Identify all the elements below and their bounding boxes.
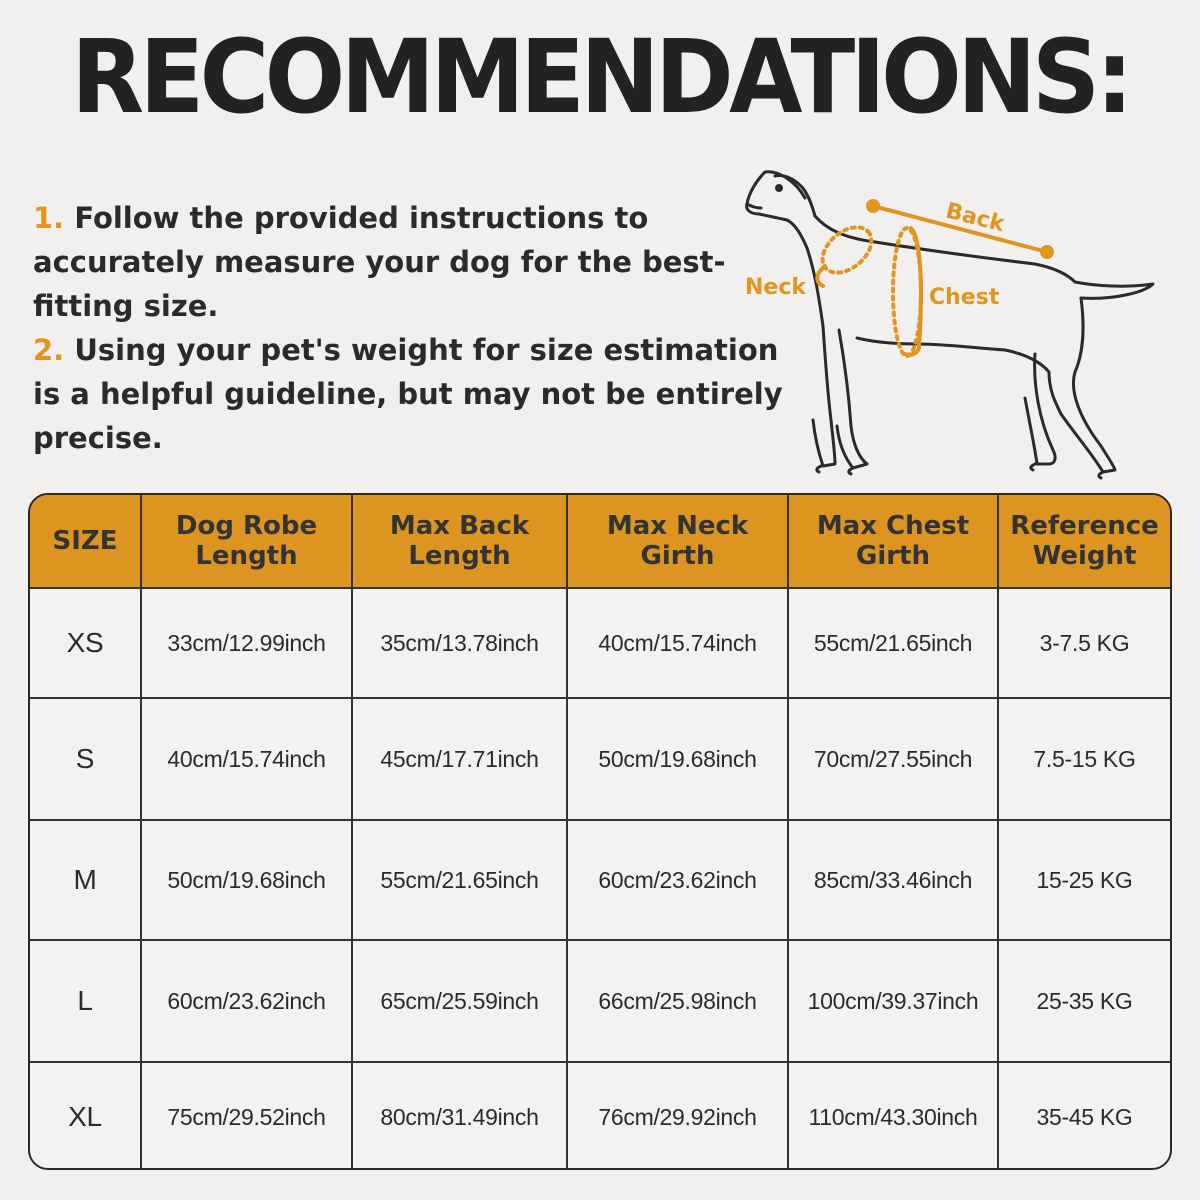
table-row	[30, 1062, 1170, 1170]
table-cell: 100cm/39.37inch	[788, 940, 998, 1062]
table-cell: 15-25 KG	[998, 820, 1170, 940]
header-dog-robe-length: Dog Robe Length	[141, 495, 352, 588]
size-cell: XL	[30, 1062, 141, 1170]
table-cell: 70cm/27.55inch	[788, 698, 998, 820]
table-cell: 45cm/17.71inch	[352, 698, 567, 820]
size-chart	[28, 493, 1172, 1170]
dog-measurement-diagram	[735, 158, 1175, 488]
table-cell: 60cm/23.62inch	[567, 820, 788, 940]
size-cell: L	[30, 940, 141, 1062]
instruction-text: Using your pet's weight for size estimation is a helpful guideline, but may not be entirely precise.	[33, 333, 783, 455]
instruction-number: 1.	[33, 201, 65, 235]
table-header-row	[30, 495, 1170, 588]
table-cell: 110cm/43.30inch	[788, 1062, 998, 1170]
table-cell: 25-35 KG	[998, 940, 1170, 1062]
header-max-neck-girth: Max Neck Girth	[567, 495, 788, 588]
table-row	[30, 588, 1170, 698]
header-max-back-length: Max Back Length	[352, 495, 567, 588]
table-row	[30, 940, 1170, 1062]
table-cell: 33cm/12.99inch	[141, 588, 352, 698]
table-cell: 66cm/25.98inch	[567, 940, 788, 1062]
measurement-guides	[814, 198, 1052, 356]
size-cell: XS	[30, 588, 141, 698]
table-cell: 75cm/29.52inch	[141, 1062, 352, 1170]
table-cell: 80cm/31.49inch	[352, 1062, 567, 1170]
header-reference-weight: Reference Weight	[998, 495, 1170, 588]
size-cell: M	[30, 820, 141, 940]
instruction-2	[33, 328, 793, 460]
neck-label: Neck	[745, 275, 807, 300]
page-title: RECOMMENDATIONS:	[71, 18, 1129, 137]
chest-label: Chest	[929, 285, 1000, 310]
table-cell: 50cm/19.68inch	[141, 820, 352, 940]
size-cell: S	[30, 698, 141, 820]
table-row	[30, 820, 1170, 940]
instruction-number: 2.	[33, 333, 65, 367]
instructions	[33, 196, 793, 460]
header-size: SIZE	[30, 495, 141, 588]
table-cell: 65cm/25.59inch	[352, 940, 567, 1062]
table-cell: 60cm/23.62inch	[141, 940, 352, 1062]
back-label: Back	[943, 198, 1007, 238]
table-cell: 3-7.5 KG	[998, 588, 1170, 698]
table-cell: 40cm/15.74inch	[567, 588, 788, 698]
instruction-1	[33, 196, 793, 328]
table-cell: 40cm/15.74inch	[141, 698, 352, 820]
table-cell: 55cm/21.65inch	[352, 820, 567, 940]
size-table	[30, 495, 1170, 1170]
table-cell: 76cm/29.92inch	[567, 1062, 788, 1170]
table-cell: 85cm/33.46inch	[788, 820, 998, 940]
table-row	[30, 698, 1170, 820]
table-cell: 55cm/21.65inch	[788, 588, 998, 698]
table-cell: 35cm/13.78inch	[352, 588, 567, 698]
table-cell: 50cm/19.68inch	[567, 698, 788, 820]
table-cell: 7.5-15 KG	[998, 698, 1170, 820]
instruction-text: Follow the provided instructions to accurately measure your dog for the best-fitting size.	[33, 201, 726, 323]
table-cell: 35-45 KG	[998, 1062, 1170, 1170]
header-max-chest-girth: Max Chest Girth	[788, 495, 998, 588]
